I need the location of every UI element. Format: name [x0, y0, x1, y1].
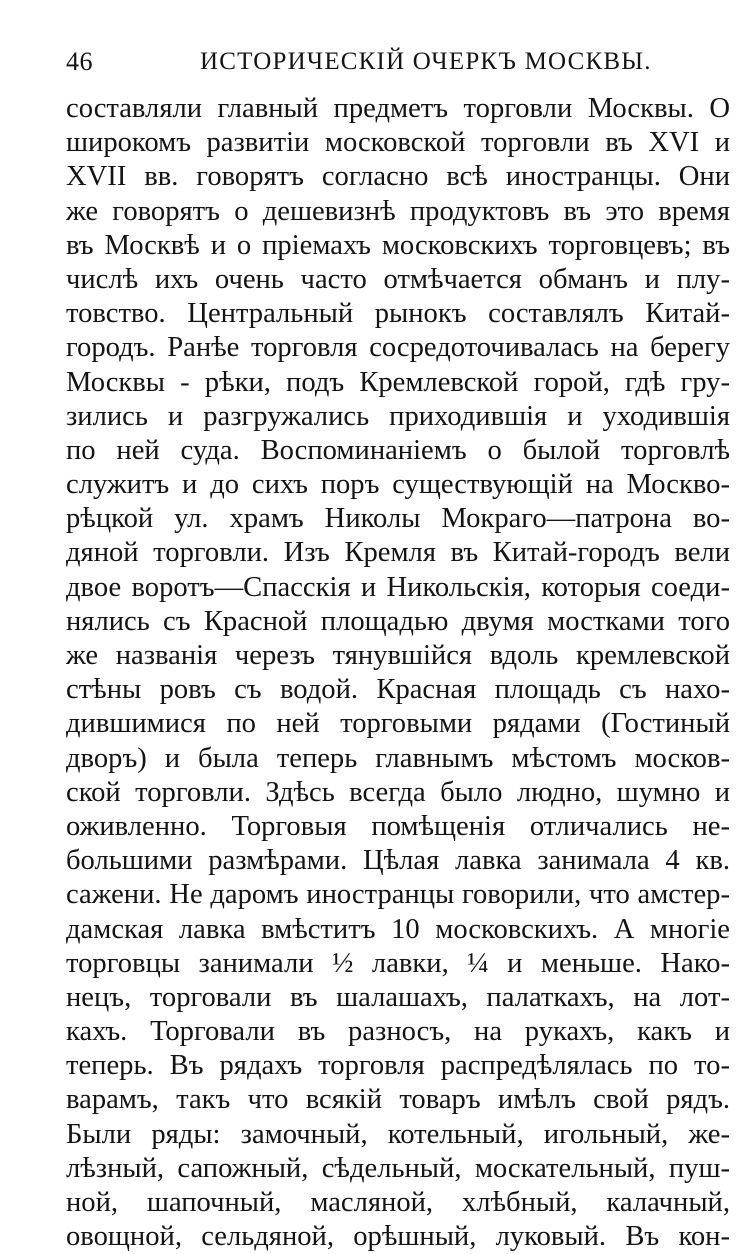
text-line: составляли главный предметъ торговли Москвы. О — [66, 93, 730, 124]
text-line: торговцы занимали ½ лавки, ¼ и меньше. Нако- — [66, 947, 730, 979]
text-line: ской торговли. Здѣсь всегда было людно, шумно и — [66, 776, 730, 808]
text-line: рѣцкой ул. храмъ Николы Мокраго—патрона во- — [66, 503, 730, 535]
text-line: Были ряды: замочный, котельный, игольный, же- — [66, 1118, 730, 1150]
text-line: варамъ, такъ что всякій товаръ имѣлъ свой рядъ. — [66, 1084, 730, 1116]
text-line: нецъ, торговали въ шалашахъ, палаткахъ, на лот- — [66, 981, 730, 1013]
text-line: стѣны ровъ съ водой. Красная площадь съ нахо- — [66, 674, 730, 706]
text-line: служитъ и до сихъ поръ существующій на Москво- — [66, 469, 730, 501]
text-line: по ней суда. Воспоминаніемъ о былой торговлѣ — [66, 434, 730, 466]
text-line: большими размѣрами. Цѣлая лавка занимала 4 кв. — [66, 845, 730, 877]
text-line: сажени. Не даромъ иностранцы говорили, что амстер- — [66, 879, 730, 911]
body-text — [66, 92, 730, 1254]
text-line: широкомъ развитіи московской торговли въ XVI и — [66, 127, 730, 159]
text-line: ной, шапочный, масляной, хлѣбный, калачный, — [66, 1187, 730, 1218]
text-line: числѣ ихъ очень часто отмѣчается обманъ и плу- — [66, 263, 730, 295]
text-line: оживленно. Торговыя помѣщенія отличались не- — [66, 810, 730, 842]
text-line: же говорятъ о дешевизнѣ продуктовъ въ это время — [66, 195, 730, 227]
page-number: 46 — [66, 47, 93, 76]
text-line: же названія черезъ тянувшійся вдоль кремлевской — [66, 640, 730, 671]
text-line: дяной торговли. Изъ Кремля въ Китай-городъ вели — [66, 537, 730, 569]
text-line: въ Москвѣ и о пріемахъ московскихъ торговцевъ; въ — [66, 229, 730, 261]
text-line: кахъ. Торговали въ разносъ, на рукахъ, какъ и — [66, 1016, 730, 1048]
text-line: дившимися по ней торговыми рядами (Гостиный — [66, 708, 730, 740]
text-line: овощной, сельдяной, орѣшный, луковый. Въ кон- — [66, 1221, 730, 1253]
text-line: двое воротъ—Спасскія и Никольскія, которыя соеди- — [66, 571, 730, 603]
text-line: дворъ) и была теперь главнымъ мѣстомъ москов- — [66, 742, 730, 774]
text-line: лѣзный, сапожный, сѣдельный, москательный, пуш- — [66, 1152, 730, 1184]
text-line: теперь. Въ рядахъ торговля распредѣлялась по то- — [66, 1050, 730, 1082]
text-line: XVII вв. говорятъ согласно всѣ иностранцы. Они — [66, 161, 730, 193]
text-line: товство. Центральный рынокъ составлялъ Китай- — [66, 298, 730, 330]
text-line: нялись съ Красной площадью двумя мостками того — [66, 605, 730, 637]
text-line: городъ. Ранѣе торговля сосредоточивалась на берегу — [66, 332, 730, 364]
text-line: дамская лавка вмѣститъ 10 московскихъ. А многіе — [66, 913, 730, 945]
text-line: Москвы - рѣки, подъ Кремлевской горой, гдѣ гру- — [66, 366, 730, 398]
page-header — [66, 44, 730, 80]
text-line: зились и разгружались приходившія и уходившія — [66, 400, 730, 432]
running-head: ИСТОРИЧЕСКІЙ ОЧЕРКЪ МОСКВЫ. — [200, 48, 652, 75]
